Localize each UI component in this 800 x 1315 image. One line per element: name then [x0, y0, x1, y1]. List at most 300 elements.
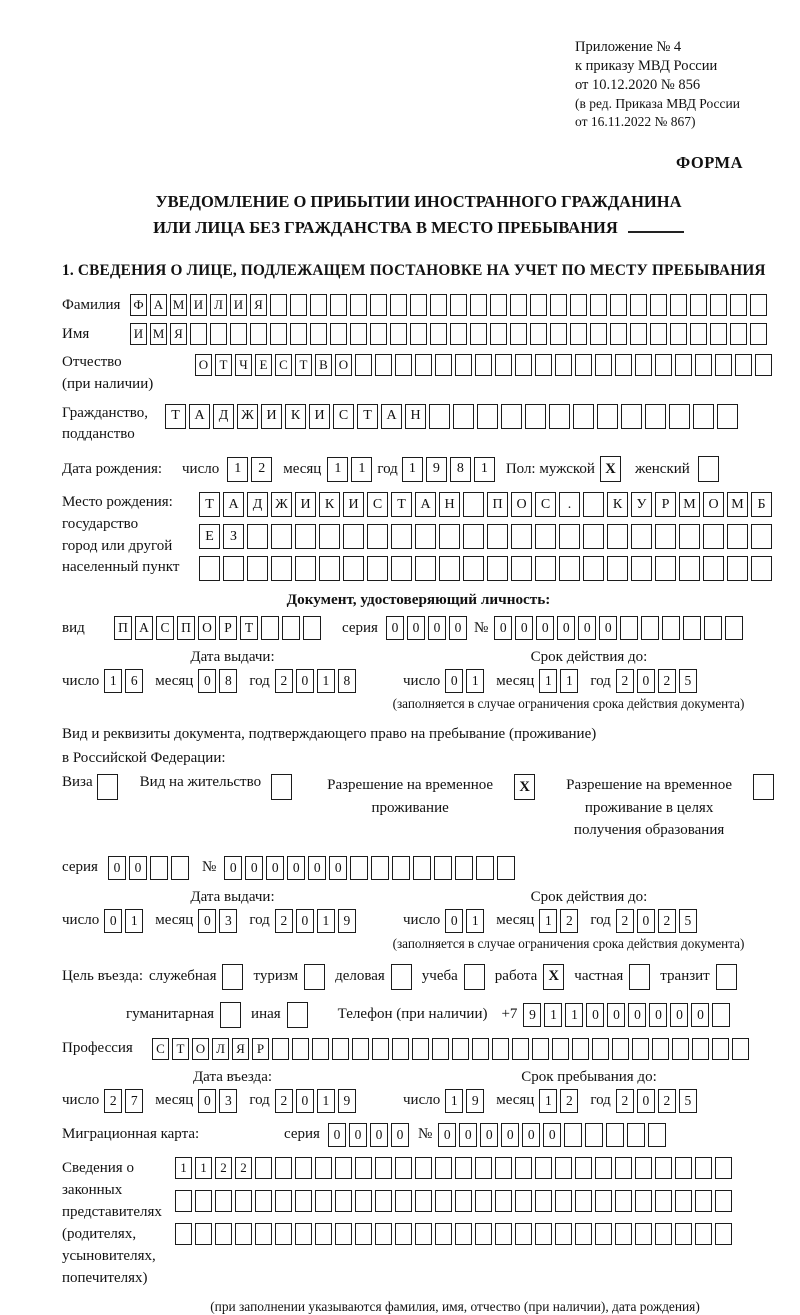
doc-type-char-cell[interactable]: Р — [219, 616, 237, 640]
reps-char-cell[interactable] — [615, 1223, 632, 1245]
profession-char-cell[interactable] — [372, 1038, 389, 1060]
permit-number-cell[interactable] — [413, 856, 431, 880]
permit-number-cell[interactable] — [371, 856, 389, 880]
name-char-cell[interactable] — [430, 323, 447, 345]
reps-char-cell[interactable] — [655, 1190, 672, 1212]
birthplace-char-cell[interactable]: М — [727, 492, 748, 517]
patronymic-char-cell[interactable]: В — [315, 354, 332, 376]
patronymic-char-cell[interactable] — [735, 354, 752, 376]
profession-char-cell[interactable]: С — [152, 1038, 169, 1060]
migration-number-cell[interactable]: 0 — [438, 1123, 456, 1147]
birthplace-char-cell[interactable] — [679, 524, 700, 549]
doc-number-cell[interactable] — [662, 616, 680, 640]
birth-month-cell[interactable]: 1 — [327, 457, 348, 482]
surname-char-cell[interactable] — [750, 294, 767, 316]
reps-char-cell[interactable] — [595, 1223, 612, 1245]
surname-char-cell[interactable] — [270, 294, 287, 316]
name-char-cell[interactable] — [610, 323, 627, 345]
reps-char-cell[interactable] — [595, 1157, 612, 1179]
reps-char-cell[interactable] — [415, 1190, 432, 1212]
birthplace-char-cell[interactable] — [679, 556, 700, 581]
temp-residence-checkbox-cell[interactable]: X — [514, 774, 535, 800]
doc-series-cell[interactable]: 0 — [449, 616, 467, 640]
birthplace-char-cell[interactable]: Д — [247, 492, 268, 517]
profession-char-cell[interactable] — [272, 1038, 289, 1060]
doc-issue-year-cell[interactable]: 0 — [296, 669, 314, 693]
migration-number-cell[interactable]: 0 — [501, 1123, 519, 1147]
birthplace-char-cell[interactable] — [631, 524, 652, 549]
surname-char-cell[interactable] — [550, 294, 567, 316]
stay-month-cell[interactable]: 1 — [539, 1089, 557, 1113]
reps-char-cell[interactable] — [715, 1223, 732, 1245]
purpose-transit-checkbox-cell[interactable] — [716, 964, 737, 990]
purpose-study-checkbox-cell[interactable] — [464, 964, 485, 990]
name-char-cell[interactable] — [310, 323, 327, 345]
name-char-cell[interactable] — [230, 323, 247, 345]
birth-day-cell[interactable]: 2 — [251, 457, 272, 482]
doc-number-cell[interactable] — [620, 616, 638, 640]
birthplace-char-cell[interactable]: З — [223, 524, 244, 549]
citizenship-char-cell[interactable]: А — [381, 404, 402, 429]
stay-year-cell[interactable]: 0 — [637, 1089, 655, 1113]
permit-issue-year-cell[interactable]: 9 — [338, 909, 356, 933]
reps-char-cell[interactable]: 2 — [235, 1157, 252, 1179]
patronymic-char-cell[interactable]: О — [195, 354, 212, 376]
migration-number-cell[interactable]: 0 — [480, 1123, 498, 1147]
patronymic-char-cell[interactable] — [755, 354, 772, 376]
patronymic-char-cell[interactable]: Т — [295, 354, 312, 376]
purpose-tourism-checkbox-cell[interactable] — [304, 964, 325, 990]
doc-type-char-cell[interactable]: О — [198, 616, 216, 640]
doc-type-char-cell[interactable] — [282, 616, 300, 640]
reps-char-cell[interactable] — [255, 1190, 272, 1212]
patronymic-char-cell[interactable]: Е — [255, 354, 272, 376]
doc-valid-month-cell[interactable]: 1 — [560, 669, 578, 693]
birthplace-char-cell[interactable]: Т — [199, 492, 220, 517]
patronymic-char-cell[interactable] — [595, 354, 612, 376]
citizenship-char-cell[interactable] — [693, 404, 714, 429]
reps-char-cell[interactable] — [475, 1223, 492, 1245]
name-char-cell[interactable] — [530, 323, 547, 345]
reps-char-cell[interactable] — [195, 1190, 212, 1212]
reps-char-cell[interactable] — [175, 1190, 192, 1212]
reps-char-cell[interactable]: 1 — [195, 1157, 212, 1179]
patronymic-char-cell[interactable] — [675, 354, 692, 376]
surname-char-cell[interactable] — [530, 294, 547, 316]
name-char-cell[interactable] — [290, 323, 307, 345]
birthplace-char-cell[interactable]: П — [487, 492, 508, 517]
citizenship-char-cell[interactable]: И — [309, 404, 330, 429]
reps-char-cell[interactable] — [695, 1190, 712, 1212]
profession-char-cell[interactable] — [352, 1038, 369, 1060]
phone-digit-cell[interactable]: 0 — [607, 1003, 625, 1027]
birthplace-char-cell[interactable]: О — [703, 492, 724, 517]
stay-year-cell[interactable]: 5 — [679, 1089, 697, 1113]
doc-issue-month-cell[interactable]: 0 — [198, 669, 216, 693]
doc-series-cell[interactable]: 0 — [407, 616, 425, 640]
birthplace-char-cell[interactable] — [439, 524, 460, 549]
birthplace-char-cell[interactable] — [655, 556, 676, 581]
doc-issue-year-cell[interactable]: 2 — [275, 669, 293, 693]
phone-digit-cell[interactable]: 0 — [649, 1003, 667, 1027]
name-char-cell[interactable] — [370, 323, 387, 345]
name-char-cell[interactable] — [570, 323, 587, 345]
permit-issue-day-cell[interactable]: 0 — [104, 909, 122, 933]
profession-char-cell[interactable] — [332, 1038, 349, 1060]
reps-char-cell[interactable] — [515, 1223, 532, 1245]
name-char-cell[interactable] — [710, 323, 727, 345]
reps-char-cell[interactable] — [295, 1190, 312, 1212]
birthplace-char-cell[interactable] — [247, 524, 268, 549]
birthplace-char-cell[interactable] — [583, 524, 604, 549]
migration-series-cell[interactable]: 0 — [370, 1123, 388, 1147]
birthplace-char-cell[interactable] — [751, 524, 772, 549]
name-char-cell[interactable] — [210, 323, 227, 345]
birthplace-char-cell[interactable] — [295, 524, 316, 549]
migration-number-cell[interactable] — [648, 1123, 666, 1147]
reps-char-cell[interactable] — [695, 1223, 712, 1245]
permit-series-cell[interactable] — [150, 856, 168, 880]
reps-char-cell[interactable] — [175, 1223, 192, 1245]
entry-month-cell[interactable]: 3 — [219, 1089, 237, 1113]
profession-char-cell[interactable] — [732, 1038, 749, 1060]
reps-char-cell[interactable] — [195, 1223, 212, 1245]
birthplace-char-cell[interactable]: К — [319, 492, 340, 517]
birthplace-char-cell[interactable]: Р — [655, 492, 676, 517]
birthplace-char-cell[interactable]: О — [511, 492, 532, 517]
reps-char-cell[interactable] — [435, 1190, 452, 1212]
birthplace-char-cell[interactable] — [607, 524, 628, 549]
stay-year-cell[interactable]: 2 — [616, 1089, 634, 1113]
reps-char-cell[interactable] — [315, 1223, 332, 1245]
birthplace-char-cell[interactable] — [655, 524, 676, 549]
patronymic-char-cell[interactable] — [435, 354, 452, 376]
doc-type-char-cell[interactable]: А — [135, 616, 153, 640]
entry-year-cell[interactable]: 9 — [338, 1089, 356, 1113]
birthplace-char-cell[interactable] — [415, 524, 436, 549]
reps-char-cell[interactable] — [635, 1157, 652, 1179]
reps-char-cell[interactable] — [535, 1223, 552, 1245]
permit-valid-day-cell[interactable]: 0 — [445, 909, 463, 933]
profession-char-cell[interactable]: Р — [252, 1038, 269, 1060]
doc-issue-day-cell[interactable]: 6 — [125, 669, 143, 693]
phone-digit-cell[interactable]: 1 — [565, 1003, 583, 1027]
citizenship-char-cell[interactable]: К — [285, 404, 306, 429]
reps-char-cell[interactable] — [715, 1190, 732, 1212]
permit-valid-day-cell[interactable]: 1 — [466, 909, 484, 933]
doc-number-cell[interactable] — [641, 616, 659, 640]
reps-char-cell[interactable] — [495, 1190, 512, 1212]
entry-year-cell[interactable]: 1 — [317, 1089, 335, 1113]
reps-char-cell[interactable] — [235, 1223, 252, 1245]
reps-char-cell[interactable] — [415, 1157, 432, 1179]
surname-char-cell[interactable] — [430, 294, 447, 316]
birthplace-char-cell[interactable]: С — [535, 492, 556, 517]
birthplace-char-cell[interactable]: А — [223, 492, 244, 517]
reps-char-cell[interactable] — [655, 1223, 672, 1245]
reps-char-cell[interactable] — [555, 1157, 572, 1179]
reps-char-cell[interactable] — [375, 1190, 392, 1212]
birthplace-char-cell[interactable] — [343, 556, 364, 581]
name-char-cell[interactable] — [390, 323, 407, 345]
patronymic-char-cell[interactable] — [615, 354, 632, 376]
permit-number-cell[interactable] — [476, 856, 494, 880]
permit-issue-year-cell[interactable]: 2 — [275, 909, 293, 933]
birth-year-cell[interactable]: 9 — [426, 457, 447, 482]
birthplace-char-cell[interactable] — [463, 524, 484, 549]
doc-valid-year-cell[interactable]: 2 — [658, 669, 676, 693]
surname-char-cell[interactable] — [710, 294, 727, 316]
profession-char-cell[interactable] — [612, 1038, 629, 1060]
birthplace-char-cell[interactable]: У — [631, 492, 652, 517]
reps-char-cell[interactable] — [355, 1190, 372, 1212]
reps-char-cell[interactable] — [375, 1223, 392, 1245]
reps-char-cell[interactable] — [335, 1190, 352, 1212]
doc-valid-year-cell[interactable]: 5 — [679, 669, 697, 693]
migration-number-cell[interactable]: 0 — [522, 1123, 540, 1147]
doc-valid-day-cell[interactable]: 0 — [445, 669, 463, 693]
name-char-cell[interactable] — [490, 323, 507, 345]
profession-char-cell[interactable]: Я — [232, 1038, 249, 1060]
name-char-cell[interactable] — [730, 323, 747, 345]
surname-char-cell[interactable]: Я — [250, 294, 267, 316]
birthplace-char-cell[interactable]: А — [415, 492, 436, 517]
patronymic-char-cell[interactable] — [375, 354, 392, 376]
patronymic-char-cell[interactable] — [495, 354, 512, 376]
reps-char-cell[interactable] — [275, 1157, 292, 1179]
reps-char-cell[interactable] — [715, 1157, 732, 1179]
sex-male-checkbox-cell[interactable]: X — [600, 456, 621, 482]
reps-char-cell[interactable] — [455, 1190, 472, 1212]
doc-issue-month-cell[interactable]: 8 — [219, 669, 237, 693]
birthplace-char-cell[interactable]: Н — [439, 492, 460, 517]
purpose-humanitarian-checkbox-cell[interactable] — [220, 1002, 241, 1028]
patronymic-char-cell[interactable] — [555, 354, 572, 376]
name-char-cell[interactable] — [670, 323, 687, 345]
name-char-cell[interactable] — [690, 323, 707, 345]
reps-char-cell[interactable] — [695, 1157, 712, 1179]
citizenship-char-cell[interactable] — [669, 404, 690, 429]
phone-digit-cell[interactable]: 1 — [544, 1003, 562, 1027]
reps-char-cell[interactable] — [555, 1223, 572, 1245]
purpose-work-checkbox-cell[interactable]: X — [543, 964, 564, 990]
surname-char-cell[interactable] — [450, 294, 467, 316]
stay-month-cell[interactable]: 2 — [560, 1089, 578, 1113]
entry-day-cell[interactable]: 7 — [125, 1089, 143, 1113]
name-char-cell[interactable] — [550, 323, 567, 345]
birthplace-char-cell[interactable]: К — [607, 492, 628, 517]
reps-char-cell[interactable] — [435, 1223, 452, 1245]
surname-char-cell[interactable] — [390, 294, 407, 316]
entry-year-cell[interactable]: 2 — [275, 1089, 293, 1113]
citizenship-char-cell[interactable] — [453, 404, 474, 429]
migration-number-cell[interactable] — [564, 1123, 582, 1147]
reps-char-cell[interactable] — [495, 1223, 512, 1245]
entry-year-cell[interactable]: 0 — [296, 1089, 314, 1113]
permit-series-cell[interactable]: 0 — [129, 856, 147, 880]
reps-char-cell[interactable] — [675, 1223, 692, 1245]
birthplace-char-cell[interactable] — [343, 524, 364, 549]
stay-day-cell[interactable]: 1 — [445, 1089, 463, 1113]
birthplace-char-cell[interactable]: Ж — [271, 492, 292, 517]
birthplace-char-cell[interactable] — [391, 556, 412, 581]
birthplace-char-cell[interactable] — [511, 524, 532, 549]
entry-day-cell[interactable]: 2 — [104, 1089, 122, 1113]
reps-char-cell[interactable] — [275, 1223, 292, 1245]
doc-valid-month-cell[interactable]: 1 — [539, 669, 557, 693]
doc-issue-day-cell[interactable]: 1 — [104, 669, 122, 693]
name-char-cell[interactable] — [590, 323, 607, 345]
birthplace-char-cell[interactable] — [727, 524, 748, 549]
birth-day-cell[interactable]: 1 — [227, 457, 248, 482]
doc-type-char-cell[interactable]: П — [177, 616, 195, 640]
name-char-cell[interactable] — [190, 323, 207, 345]
permit-number-cell[interactable]: 0 — [245, 856, 263, 880]
reps-char-cell[interactable] — [275, 1190, 292, 1212]
birth-year-cell[interactable]: 8 — [450, 457, 471, 482]
doc-series-cell[interactable]: 0 — [386, 616, 404, 640]
doc-number-cell[interactable]: 0 — [599, 616, 617, 640]
birthplace-char-cell[interactable] — [559, 524, 580, 549]
patronymic-char-cell[interactable] — [395, 354, 412, 376]
reps-char-cell[interactable] — [535, 1157, 552, 1179]
citizenship-char-cell[interactable] — [573, 404, 594, 429]
reps-char-cell[interactable] — [315, 1190, 332, 1212]
surname-char-cell[interactable] — [370, 294, 387, 316]
doc-issue-year-cell[interactable]: 1 — [317, 669, 335, 693]
profession-char-cell[interactable]: Т — [172, 1038, 189, 1060]
reps-char-cell[interactable] — [235, 1190, 252, 1212]
reps-char-cell[interactable] — [595, 1190, 612, 1212]
doc-valid-year-cell[interactable]: 0 — [637, 669, 655, 693]
birthplace-char-cell[interactable] — [295, 556, 316, 581]
doc-number-cell[interactable]: 0 — [515, 616, 533, 640]
patronymic-char-cell[interactable] — [655, 354, 672, 376]
reps-char-cell[interactable] — [295, 1223, 312, 1245]
name-char-cell[interactable] — [470, 323, 487, 345]
profession-char-cell[interactable] — [572, 1038, 589, 1060]
reps-char-cell[interactable] — [515, 1157, 532, 1179]
citizenship-char-cell[interactable]: Т — [165, 404, 186, 429]
doc-number-cell[interactable] — [704, 616, 722, 640]
profession-char-cell[interactable] — [532, 1038, 549, 1060]
birthplace-char-cell[interactable] — [271, 524, 292, 549]
permit-issue-year-cell[interactable]: 0 — [296, 909, 314, 933]
reps-char-cell[interactable] — [495, 1157, 512, 1179]
reps-char-cell[interactable]: 1 — [175, 1157, 192, 1179]
migration-number-cell[interactable] — [585, 1123, 603, 1147]
patronymic-char-cell[interactable] — [515, 354, 532, 376]
birthplace-char-cell[interactable]: И — [295, 492, 316, 517]
phone-digit-cell[interactable]: 0 — [628, 1003, 646, 1027]
profession-char-cell[interactable] — [712, 1038, 729, 1060]
reps-char-cell[interactable] — [575, 1223, 592, 1245]
temp-residence-edu-checkbox-cell[interactable] — [753, 774, 774, 800]
patronymic-char-cell[interactable] — [415, 354, 432, 376]
citizenship-char-cell[interactable]: Д — [213, 404, 234, 429]
profession-char-cell[interactable] — [452, 1038, 469, 1060]
surname-char-cell[interactable] — [730, 294, 747, 316]
birthplace-char-cell[interactable] — [487, 524, 508, 549]
doc-type-char-cell[interactable] — [303, 616, 321, 640]
birthplace-char-cell[interactable]: Е — [199, 524, 220, 549]
profession-char-cell[interactable]: Л — [212, 1038, 229, 1060]
patronymic-char-cell[interactable]: С — [275, 354, 292, 376]
phone-digit-cell[interactable]: 0 — [691, 1003, 709, 1027]
reps-char-cell[interactable] — [375, 1157, 392, 1179]
profession-char-cell[interactable] — [432, 1038, 449, 1060]
surname-char-cell[interactable] — [470, 294, 487, 316]
name-char-cell[interactable] — [330, 323, 347, 345]
permit-valid-year-cell[interactable]: 5 — [679, 909, 697, 933]
citizenship-char-cell[interactable] — [597, 404, 618, 429]
birthplace-char-cell[interactable] — [559, 556, 580, 581]
visa-checkbox-cell[interactable] — [97, 774, 118, 800]
reps-char-cell[interactable] — [475, 1190, 492, 1212]
name-char-cell[interactable] — [270, 323, 287, 345]
migration-number-cell[interactable]: 0 — [459, 1123, 477, 1147]
surname-char-cell[interactable] — [490, 294, 507, 316]
birthplace-char-cell[interactable] — [703, 524, 724, 549]
birthplace-char-cell[interactable] — [703, 556, 724, 581]
reps-char-cell[interactable] — [315, 1157, 332, 1179]
permit-number-cell[interactable] — [497, 856, 515, 880]
citizenship-char-cell[interactable]: И — [261, 404, 282, 429]
birthplace-char-cell[interactable]: Б — [751, 492, 772, 517]
surname-char-cell[interactable] — [290, 294, 307, 316]
patronymic-char-cell[interactable]: Т — [215, 354, 232, 376]
permit-number-cell[interactable]: 0 — [224, 856, 242, 880]
profession-char-cell[interactable] — [392, 1038, 409, 1060]
permit-number-cell[interactable]: 0 — [308, 856, 326, 880]
entry-month-cell[interactable]: 0 — [198, 1089, 216, 1113]
surname-char-cell[interactable]: А — [150, 294, 167, 316]
doc-number-cell[interactable]: 0 — [578, 616, 596, 640]
permit-valid-year-cell[interactable]: 2 — [658, 909, 676, 933]
name-char-cell[interactable]: Я — [170, 323, 187, 345]
surname-char-cell[interactable] — [590, 294, 607, 316]
citizenship-char-cell[interactable] — [621, 404, 642, 429]
permit-number-cell[interactable]: 0 — [287, 856, 305, 880]
reps-char-cell[interactable] — [515, 1190, 532, 1212]
citizenship-char-cell[interactable]: Т — [357, 404, 378, 429]
sex-female-checkbox-cell[interactable] — [698, 456, 719, 482]
doc-type-char-cell[interactable]: Т — [240, 616, 258, 640]
reps-char-cell[interactable] — [455, 1157, 472, 1179]
name-char-cell[interactable] — [410, 323, 427, 345]
permit-number-cell[interactable] — [392, 856, 410, 880]
permit-number-cell[interactable] — [455, 856, 473, 880]
profession-char-cell[interactable] — [412, 1038, 429, 1060]
surname-char-cell[interactable]: И — [230, 294, 247, 316]
name-char-cell[interactable] — [450, 323, 467, 345]
purpose-other-checkbox-cell[interactable] — [287, 1002, 308, 1028]
profession-char-cell[interactable] — [292, 1038, 309, 1060]
reps-char-cell[interactable] — [355, 1157, 372, 1179]
reps-char-cell[interactable] — [255, 1157, 272, 1179]
surname-char-cell[interactable] — [670, 294, 687, 316]
birth-year-cell[interactable]: 1 — [474, 457, 495, 482]
birthplace-char-cell[interactable]: Т — [391, 492, 412, 517]
doc-type-char-cell[interactable]: П — [114, 616, 132, 640]
birthplace-char-cell[interactable] — [367, 524, 388, 549]
birthplace-char-cell[interactable] — [583, 492, 604, 517]
permit-number-cell[interactable] — [434, 856, 452, 880]
patronymic-char-cell[interactable]: О — [335, 354, 352, 376]
phone-digit-cell[interactable]: 0 — [670, 1003, 688, 1027]
surname-char-cell[interactable] — [630, 294, 647, 316]
reps-char-cell[interactable] — [615, 1157, 632, 1179]
